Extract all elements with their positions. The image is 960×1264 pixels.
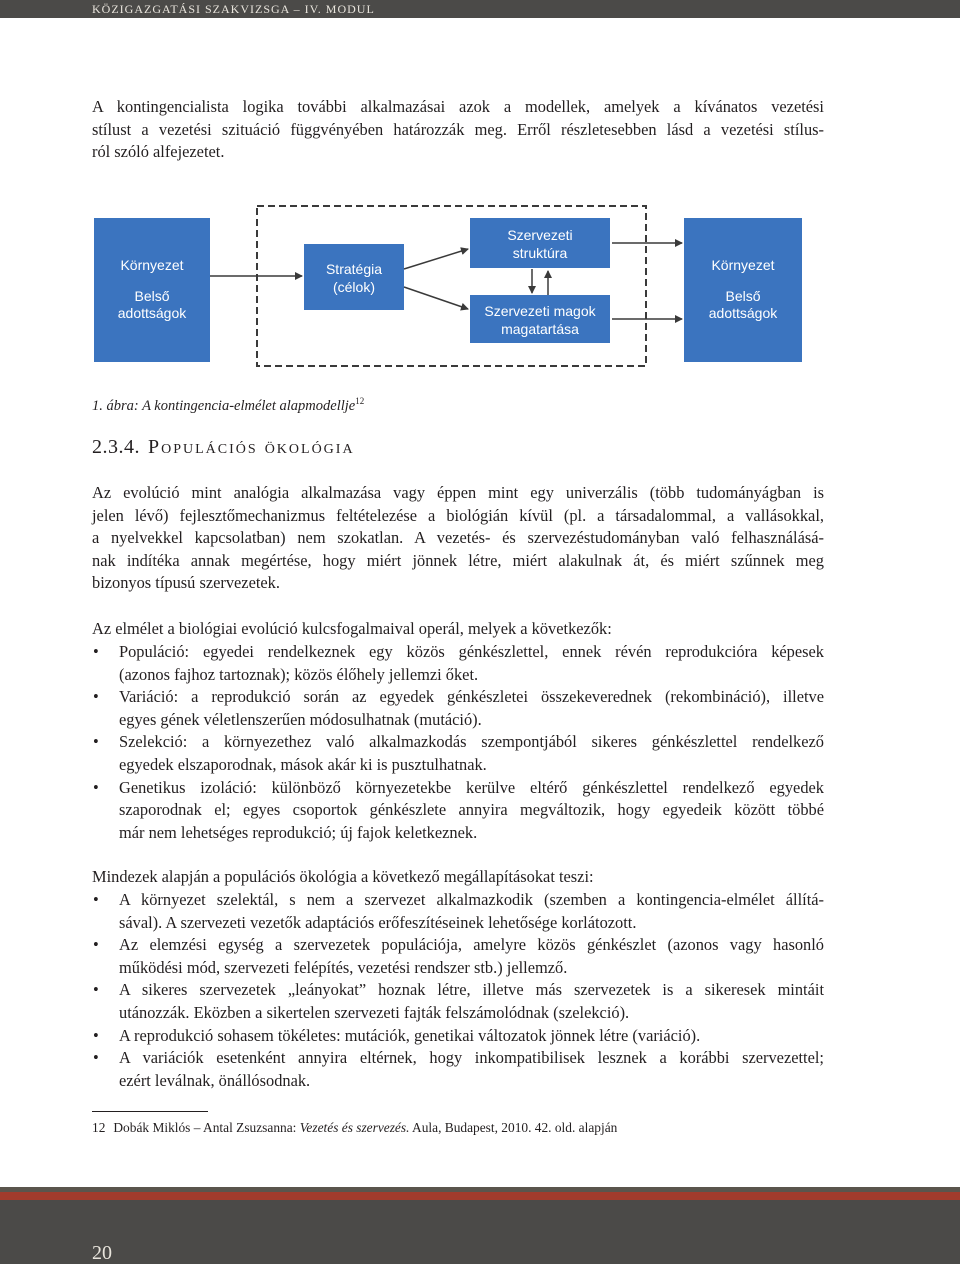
environment-label-left: Környezet — [120, 257, 184, 273]
list-item-line: egyes gének véletlenszerűen módosulhatnak (mutáció). — [119, 709, 482, 729]
list-item — [92, 889, 824, 934]
section-heading — [92, 436, 355, 459]
concepts-intro — [92, 618, 824, 641]
list-item-line: már nem lehetséges reprodukció; új fajok keletkeznek. — [119, 822, 478, 842]
footnote-number: 12 — [92, 1120, 106, 1135]
figure-caption-text: 1. ábra: A kontingencia-elmélet alapmodellje — [92, 398, 356, 414]
list-item-line: szaporodnak el; egyes csoportok génkészlete annyira megváltozik, hogy egyedeik között többé — [119, 800, 824, 820]
footnote-divider — [92, 1111, 208, 1112]
list-item-line: Szelekció: a környezethez való alkalmazkodás szempontjából sikeres génkészlettel rendelkező — [119, 732, 824, 752]
list-item-line: Populáció: egyedei rendelkeznek egy közös génkészlettel, ennek révén reprodukcióra képesek — [119, 642, 824, 661]
bullet-icon: • — [93, 1048, 99, 1068]
list-item-line: egyedek elszaporodnak, mások akár ki is pusztulhatnak. — [119, 754, 487, 774]
bullet-icon: • — [93, 687, 99, 707]
structure-label-1: Szervezeti — [507, 227, 573, 243]
intro-line: stílust a vezetési szituáció függvényében határozzák meg. Erről részletesebben lásd a vezetési stílus- — [92, 119, 824, 139]
list-item-line: A környezet szelektál, s nem a szervezet alkalmazkodik (szemben a kontingencia-elmélet állítá- — [119, 890, 824, 909]
behavior-label-1: Szervezeti magok — [484, 303, 596, 319]
bullet-icon: • — [93, 935, 99, 955]
arrow-strategy-to-behavior — [404, 287, 468, 309]
list-item — [92, 1025, 824, 1048]
findings-list — [92, 889, 824, 1092]
section-title: Populációs ökológia — [148, 436, 355, 458]
bullet-icon: • — [93, 890, 99, 909]
list-item — [92, 979, 824, 1024]
list-item-line: Genetikus izoláció: különböző környezetekbe kerülve eltérő génkészlettel rendelkező egyedek — [119, 777, 824, 797]
page-number: 20 — [92, 1242, 112, 1264]
evolution-paragraph — [92, 482, 824, 595]
intro-paragraph — [92, 96, 824, 164]
findings-intro-text: Mindezek alapján a populációs ökológia a következő megállapításokat teszi: — [92, 867, 594, 886]
concepts-intro-text: Az elmélet a biológiai evolúció kulcsfogalmaival operál, melyek a következők: — [92, 619, 612, 638]
strategy-box — [304, 244, 404, 310]
list-item — [92, 934, 824, 979]
bullet-icon: • — [93, 642, 99, 661]
footnote-publication: Aula, Budapest, 2010. 42. old. alapján — [409, 1120, 618, 1135]
internal-label-left-2: adottságok — [117, 305, 187, 321]
evolution-line: nak indítéka annak megértése, hogy miért jönnek létre, miért alakulnak át, és miért szűnnek meg — [92, 550, 824, 570]
list-item-line: ezért leválnak, önállósodnak. — [119, 1070, 311, 1090]
list-item-line: A reprodukció sohasem tökéletes: mutációk, genetikai változatok jönnek létre (variáció). — [119, 1025, 701, 1045]
internal-label-left-1: Belső — [134, 288, 170, 304]
section-number: 2.3.4. — [92, 436, 140, 458]
footnote-authors: Dobák Miklós – Antal Zsuzsanna: — [113, 1120, 300, 1135]
list-item-line: Az elemzési egység a szervezetek populációja, amelyre közös génkészlet (azonos vagy hasonló — [119, 935, 824, 955]
bullet-icon: • — [93, 1025, 99, 1045]
strategy-label-1: Stratégia — [325, 261, 383, 277]
list-item-line: utánozzák. Eközben a sikertelen szervezeti fajták felszámolódnak (szelekció). — [119, 1002, 630, 1022]
internal-label-right-1: Belső — [725, 288, 761, 304]
list-item — [92, 641, 824, 686]
list-item-line: A variációk esetenként annyira eltérnek, hogy inkompatibilisek lesznek a korábbi szervezettel; — [119, 1048, 824, 1068]
footer-accent-stripe — [0, 1192, 960, 1200]
evolution-line: Az evolúció mint analógia alkalmazása vagy éppen mint egy univerzális (több tudományágban is — [92, 483, 824, 502]
list-item — [92, 731, 824, 776]
running-header — [0, 0, 960, 18]
arrow-strategy-to-structure — [404, 249, 468, 269]
bullet-icon: • — [93, 732, 99, 752]
footnote-title: Vezetés és szervezés. — [299, 1120, 410, 1135]
list-item-line: A sikeres szervezetek „leányokat” hoznak létre, illetve más szervezetek is a sikeresek mintáit — [119, 980, 824, 1000]
contingency-model-diagram — [92, 205, 824, 375]
footnote-reference: 12 — [355, 396, 365, 406]
list-item — [92, 777, 824, 845]
behavior-label-2: magatartása — [501, 321, 579, 337]
strategy-label-2: (célok) — [332, 279, 376, 295]
evolution-line: jelen lévő) fejlesztőmechanizmus feltételezése a biológián kívül (pl. a társadalommal, a vallásokkal, — [92, 505, 824, 525]
environment-label-right: Környezet — [711, 257, 775, 273]
structure-label-2: struktúra — [512, 245, 568, 261]
evolution-line: bizonyos típusú szervezetek. — [92, 573, 280, 593]
internal-label-right-2: adottságok — [708, 305, 778, 321]
list-item-line: sával). A szervezeti vezetők adaptációs erőfeszítéseinek lehetősége korlátozott. — [119, 912, 637, 932]
findings-intro — [92, 866, 824, 889]
footnote — [92, 1120, 617, 1136]
figure-caption — [92, 396, 364, 415]
list-item-line: működési mód, szervezeti felépítés, vezetési rendszer stb.) jellemző. — [119, 957, 568, 977]
footer-bar — [0, 1200, 960, 1264]
list-item — [92, 1047, 824, 1092]
evolution-line: a nyelvekkel kapcsolatban) nem szokatlan. A vezetés- és szervezéstudományban való felhasználásá- — [92, 528, 824, 548]
list-item — [92, 686, 824, 731]
bullet-icon: • — [93, 980, 99, 1000]
running-header-title: KÖZIGAZGATÁSI SZAKVIZSGA – IV. MODUL — [92, 2, 375, 16]
list-item-line: Variáció: a reprodukció során az egyedek génkészletei összekeverednek (rekombináció), illetve — [119, 687, 824, 707]
intro-line: A kontingencialista logika további alkalmazásai azok a modellek, amelyek a kívánatos vezetési — [92, 97, 824, 116]
bullet-icon: • — [93, 777, 99, 797]
intro-line: ról szóló alfejezetet. — [92, 142, 225, 162]
list-item-line: (azonos fajhoz tartoznak); közös élőhely jellemzi őket. — [119, 664, 479, 684]
concepts-list — [92, 641, 824, 844]
